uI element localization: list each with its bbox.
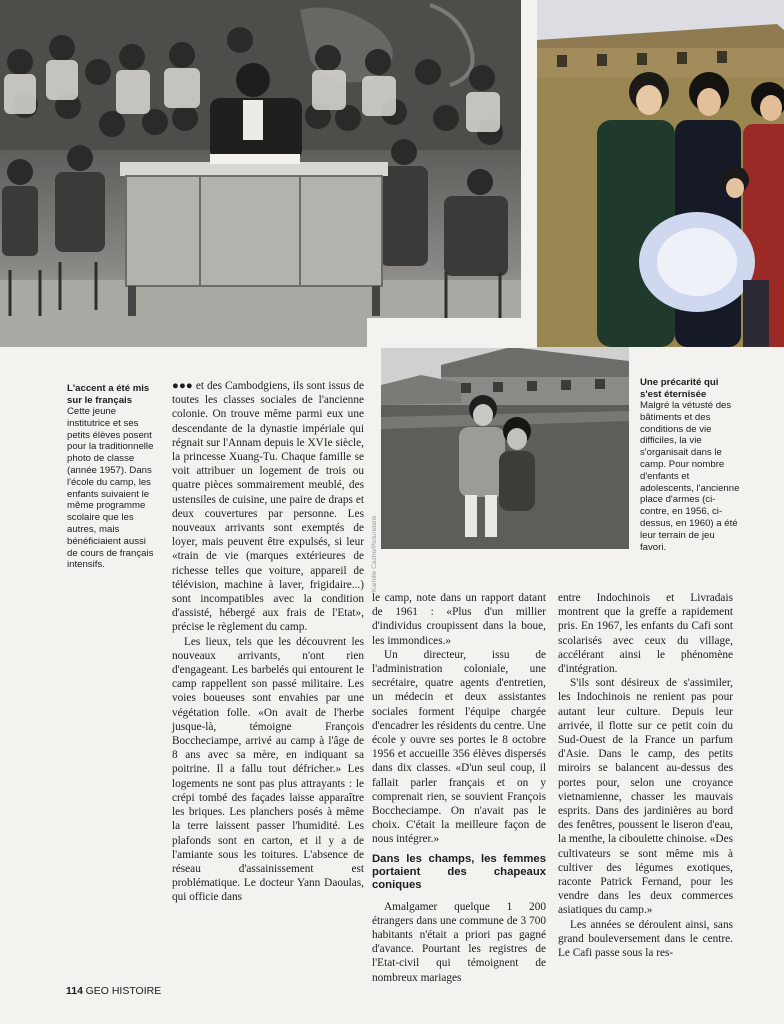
article-paragraph: Un directeur, issu de l'administration coloniale, une secrétaire, quatre agents d'entretien, un médecin et deux assistantes sociales forment l'équipe chargée d'encadrer les résidents du centre. Une école y ouvre ses portes le 8 octobre 1956 et accueille 356 élèves dispersés dans dix classes. «D'un seul coup, il fallait parler français et on y comprenait rien, se souvient François Boccheciampe. On n'avait pas le choix. C'était la meilleure façon de nous intégrer.» [372, 648, 546, 846]
camp-photo-children [381, 347, 629, 549]
article-paragraph: Les années se déroulent ainsi, sans grand bouleversement dans le centre. Le Cafi passe sous la res- [558, 918, 733, 960]
caption-camp-photos [640, 377, 742, 553]
article-paragraph: Les lieux, tels que les découvrent les nouveaux arrivants, n'ont rien d'engageant. Les barbelés qui entourent le camp rappellent son passé militaire. Les voies boueuses sont envahies par une végétation folle. «On avait de l'herbe jusque-là, témoigne François Boccheciampe, arrivé au camp à l'âge de 8 ans avec sa mère, en indiquant sa poitrine. Il a fallu tout défricher.» Les logements ne sont pas plus attrayants : le crépi tombé des façades laisse apparaître les briques. Les planchers posés à même la terre laissent passer l'humidité. Les plafonds sont en carton, et il y a de l'amiante sous les toitures. L'absence de réseau d'assainissement est problématique. Le docteur Yann Daoulas, qui officie dans [172, 635, 364, 904]
caption-text: Malgré la vétusté des bâtiments et des conditions de vie difficiles, la vie s'organisait dans le camp. Pour nombre d'enfants et adolescents, l'ancienne place d'armes (ci-contre, en 1956, ci-dessus, en 1960) a été leur terrain de jeu favori. [640, 400, 740, 553]
caption-title: L'accent a été mis sur le français [67, 383, 150, 406]
article-column-2 [372, 591, 546, 985]
photo-credit: Kamille Castro/Picturetank [371, 515, 378, 592]
caption-class-photo [67, 383, 157, 571]
caption-title: Une précarité qui s'est éternisée [640, 377, 719, 400]
article-column-1 [172, 379, 364, 905]
caption-text: Cette jeune institutrice et ses petits élèves posent pour la traditionnelle photo de classe (année 1957). Dans l'école du camp, les enfants suivaient le même programme scolaire que les autres, mais bénéficiaient aussi de cours de français intensifs. [67, 406, 154, 571]
article-paragraph: le camp, note dans un rapport datant de 1961 : «Plus d'un millier d'individus croupissent dans la boue, les immondices.» [372, 592, 546, 647]
photo-gutter [367, 318, 537, 348]
lead-marker: ●●● [172, 380, 193, 392]
article-paragraph: S'ils sont désireux de s'assimiler, les Indochinois ne renient pas pour autant leur culture. Depuis leur arrivée, il flotte sur ce petit coin du Sud-Ouest de la France un parfum d'Asie. Dans le camp, des petits miroirs se balancent au-dessus des portes pour, selon une croyance vietnamienne, chasser les mauvais esprits. Dans des jardinières au bord des fenêtres, poussent le liseron d'eau, la menthe, la ciboulette chinoise. «Des cultivateurs se sont même mis à cultiver des légumes exotiques, raconte Patrick Fernand, pour les vendre dans les deux commerces asiatiques du camp.» [558, 677, 733, 917]
article-column-3 [558, 591, 733, 960]
article-paragraph [172, 379, 364, 635]
article-paragraph: entre Indochinois et Livradais montrent que la greffe a rapidement pris. En 1967, les enfants du Cafi sont scolarisés avec ceux du village, accélérant ainsi le phénomène d'intégration. [558, 592, 733, 676]
color-photo-women-children [537, 0, 784, 347]
magazine-name: GEO HISTOIRE [85, 985, 162, 997]
class-photo [0, 0, 521, 347]
paragraph-text: et des Cambodgiens, ils sont issus de toutes les classes sociales de l'ancienne colonie. On trouve même parmi eux une descendante de la dynastie impériale qui régnait sur l'Annam depuis le XVIe siècle, la princesse Xuang-Tu. Chaque famille se voit attribuer un logement de trois ou quatre pièces sommairement meublé, des ustensiles de cuisine, une paire de draps et deux couvertures par personne. Les nouveaux arrivants sont exemptés de loyer, mais peuvent être expulsés, si leur «train de vie (marques extérieures de richesse telles que voiture, appareil de télévision, machine à laver, frigidaire...) sont incompatibles avec la condition d'assisté, hébergé aux frais de l'Etat», précise le règlement du camp. [172, 380, 364, 634]
page-number: 114 [66, 985, 83, 997]
section-subheading: Dans les champs, les femmes portaient des chapeaux coniques [372, 852, 546, 891]
article-paragraph: Amalgamer quelque 1 200 étrangers dans une commune de 3 700 habitants n'était a priori pas gagné d'avance. Pourtant les registres de l'Etat-civil qui témoignent de nombreux mariages [372, 900, 546, 984]
page-footer [66, 985, 161, 997]
